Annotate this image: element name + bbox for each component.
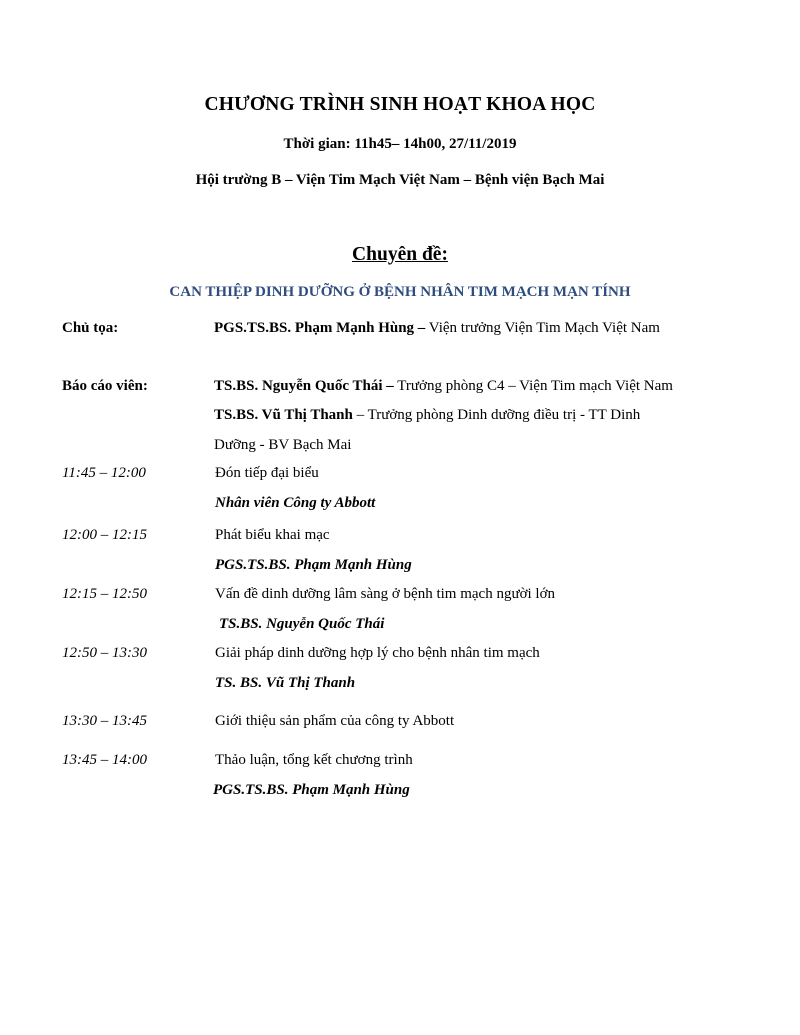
- schedule-activity: Đón tiếp đại biểu: [215, 465, 319, 481]
- event-time-label: Thời gian: [283, 136, 346, 152]
- reporter-2-role: – Trưởng phòng Dinh dưỡng điều trị - TT Dinh: [352, 407, 641, 423]
- schedule-activity: Phát biểu khai mạc: [215, 527, 330, 543]
- reporter-1: [214, 378, 673, 395]
- schedule-time: 13:45 – 14:00: [62, 752, 147, 768]
- reporter-2-name: TS.BS. Vũ Thị Thanh: [214, 407, 353, 423]
- schedule-time: 12:50 – 13:30: [62, 645, 147, 661]
- schedule-speaker: Nhân viên Công ty Abbott: [215, 495, 376, 511]
- chair-label: Chủ tọa:: [62, 320, 119, 336]
- schedule-speaker: TS.BS. Nguyễn Quốc Thái: [219, 616, 385, 632]
- reporter-1-name: TS.BS. Nguyễn Quốc Thái –: [214, 378, 394, 394]
- schedule-activity: Thảo luận, tổng kết chương trình: [215, 752, 413, 768]
- schedule-time: 13:30 – 13:45: [62, 713, 147, 729]
- topic-title: CAN THIỆP DINH DƯỠNG Ở BỆNH NHÂN TIM MẠCH MẠN TÍNH: [169, 284, 631, 300]
- document-title: CHƯƠNG TRÌNH SINH HOẠT KHOA HỌC: [204, 94, 596, 115]
- reporter-1-role: Trưởng phòng C4 – Viện Tim mạch Việt Nam: [393, 378, 673, 394]
- reporter-2: [214, 407, 640, 424]
- schedule-speaker: PGS.TS.BS. Phạm Mạnh Hùng: [213, 782, 410, 798]
- chair-name: PGS.TS.BS. Phạm Mạnh Hùng –: [214, 320, 426, 336]
- event-venue: Hội trường B – Viện Tim Mạch Việt Nam – Bệnh viện Bạch Mai: [195, 172, 605, 188]
- reporters-label: Báo cáo viên:: [62, 378, 148, 394]
- chair-role: Viện trưởng Viện Tim Mạch Việt Nam: [425, 320, 660, 336]
- schedule-speaker: TS. BS. Vũ Thị Thanh: [215, 675, 356, 691]
- schedule-time: 12:00 – 12:15: [62, 527, 147, 543]
- schedule-activity: Giới thiệu sản phẩm của công ty Abbott: [215, 713, 455, 729]
- reporter-2-role-cont: Dưỡng - BV Bạch Mai: [214, 437, 352, 453]
- event-time-value: : 11h45– 14h00, 27/11/2019: [345, 136, 517, 152]
- chair-person: [214, 320, 660, 337]
- schedule-time: 11:45 – 12:00: [62, 465, 146, 481]
- event-time: [0, 136, 800, 153]
- schedule-activity: Vấn đề dinh dưỡng lâm sàng ở bệnh tim mạch người lớn: [215, 586, 556, 602]
- schedule-time: 12:15 – 12:50: [62, 586, 147, 602]
- topic-heading: Chuyên đề:: [352, 244, 448, 265]
- schedule-activity: Giải pháp dinh dưỡng hợp lý cho bệnh nhân tim mạch: [215, 645, 540, 661]
- schedule-speaker: PGS.TS.BS. Phạm Mạnh Hùng: [215, 557, 412, 573]
